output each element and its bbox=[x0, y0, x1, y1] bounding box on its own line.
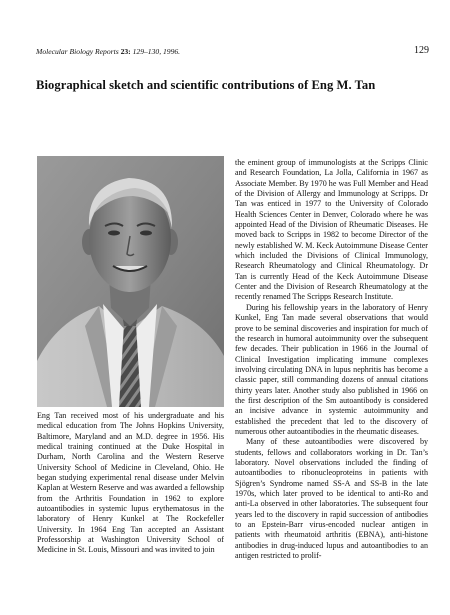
running-header bbox=[36, 45, 429, 61]
left-column-text bbox=[37, 411, 224, 601]
right-paragraph-3: Many of these autoantibodies were discovered by students, fellows and collaborators working in Dr. Tan’s laboratory. Novel observations included the finding of autoantibodies to ribonucleoproteins in patients with Sjögren’s Syndrome named SS-A and SS-B in the late 1970s, which later proved to be identical to anti-Ro and anti-La observed in other laboratories. The subsequent four years led to the discovery in rapid succession of antibodies to an Epstein-Barr virus-encoded nuclear antigen in patients with rheumatoid arthritis (EBNA), anti-histone antibodies in drug-induced lupus and autoantibodies to an antigen restricted to prolif- bbox=[235, 437, 428, 561]
portrait-photo bbox=[37, 156, 224, 407]
article-title: Biographical sketch and scientific contributions of Eng M. Tan bbox=[36, 78, 376, 92]
left-paragraph-1: Eng Tan received most of his undergraduate and his medical education from The Johns Hopkins University, Baltimore, Maryland and an M.D. degree in 1956. His medical training continued at the Duke Hospital in Durham, North Carolina and the Western Reserve University School of Medicine in Cleveland, Ohio. He began studying experimental renal disease under Melvin Kaplan at Western Reserve and was awarded a fellowship from the Arthritis Foundation in 1962 to explore autoantibodies in systemic lupus erythematosus in the laboratory of Henry Kunkel at The Rockefeller University. In 1964 Eng Tan accepted an Assistant Professorship at Washington University School of Medicine in St. Louis, Missouri and was invited to join bbox=[37, 411, 224, 555]
page-number: 129 bbox=[414, 45, 429, 56]
right-paragraph-2: During his fellowship years in the laboratory of Henry Kunkel, Eng Tan made several observations that would prove to be seminal discoveries and inspiration for much of the research in humoral autoimmunity over the subsequent few decades. Their publication in 1966 in the Journal of Clinical Investigation implicating immune complexes involving circulating DNA in lupus nephritis has become a classic paper, still commanding dozens of annual citations thirty years later. Another study also published in 1966 on the first description of the Sm autoantibody is considered an incisive advance in systemic autoimmunity and established the precedent that led to the discovery of numerous other autoantibodies in the rheumatic diseases. bbox=[235, 302, 428, 436]
journal-citation bbox=[36, 47, 180, 56]
journal-volume: 23: bbox=[120, 47, 131, 56]
right-paragraph-1: the eminent group of immunologists at the Scripps Clinic and Research Foundation, La Jolla, California in 1967 as Associate Member. By 1970 he was Full Member and Head of the Division of Allergy and Immunology at Scripps. Dr Tan was enticed in 1977 to the University of Colorado Health Sciences Center in Denver, Colorado where he was appointed Head of the Division of Rheumatic Diseases. He moved back to Scripps in 1982 to become Director of the newly established W. M. Keck Autoimmune Disease Center which included the Divisions of Clinical Immunology, Research Rheumatology and Clinical Rheumatology. Dr Tan is currently Head of the Keck Autoimmune Disease Center and the Division of Research Rheumatology at the recently renamed The Scripps Research Institute. bbox=[235, 158, 428, 302]
journal-name: Molecular Biology Reports bbox=[36, 47, 119, 56]
portrait-image bbox=[37, 156, 224, 407]
journal-pages: 129–130, 1996. bbox=[132, 47, 181, 56]
right-column-text bbox=[235, 158, 428, 598]
